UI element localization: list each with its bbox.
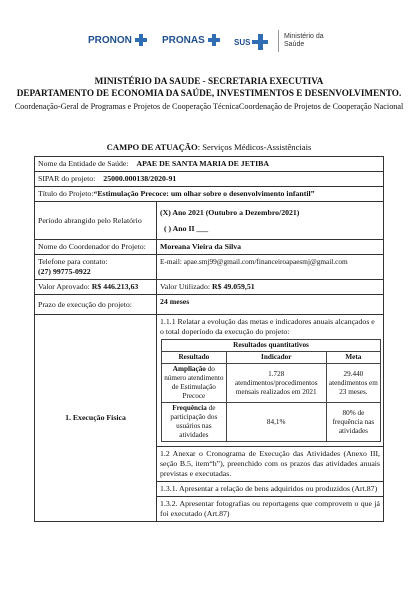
valor-utilizado-label: Valor Utilizado: [160,282,211,291]
periodo-label: Período abrangido pelo Relatório [35,202,157,240]
pronon-logo [88,34,147,46]
item-111-text: 1.1.1 Relatar a evolução das metas e indicadores anuais alcançados e o total doperíodo da execução do projeto: [160,317,375,336]
periodo-ano-1: (X) Ano 2021 (Outubro a Dezembro/2021) [160,207,300,217]
entidade-label: Nome da Entidade de Saúde: [38,159,129,168]
resultados-table [161,339,381,442]
campo-label: CAMPO DE ATUAÇÃO [106,142,198,152]
row-sipar [35,172,384,187]
row1-resultado-bold: Ampliação [172,365,206,373]
table-row [162,364,381,403]
col-meta: Meta [326,352,380,364]
pronas-logo-text: PRONAS [162,34,205,46]
pronas-logo [162,34,220,46]
sus-logo [234,34,268,50]
row2-resultado [162,403,227,442]
header-departamento: DEPARTAMENTO DE ECONOMIA DA SAÚDE, INVESTIMENTOS E DESENVOLVIMENTO. [16,88,402,98]
execucao-fisica-label: 1. Execução Física [35,315,157,522]
ministerio-logo [278,30,326,52]
row1-resultado-rest: do número atendimento de Estimulação Precoce [164,365,224,400]
row-entidade [35,157,384,172]
valor-aprovado-value: R$ 446.213,63 [91,282,139,291]
resultados-title-row [162,340,381,352]
periodo-ano-2: ( ) Ano II ___ [164,223,209,233]
row-titulo [35,187,384,202]
sus-cross-icon [252,34,268,50]
col-indicador: Indicador [226,352,326,364]
email-value: E-mail: apae.smj99@gmail.com/financeiroapaesmj@gmail.com [157,255,384,280]
header-coordenacao: Coordenação-Geral de Programas e Projetos de Cooperação TécnicaCoordenação de Projetos de Cooperação Nacional [14,102,404,111]
ministerio-logo-text: Ministério da Saúde [284,33,324,48]
project-form-table [34,156,384,522]
row2-resultado-bold: Frequência [172,404,207,412]
campo-value: : Serviços Médicos-Assistênciais [197,142,312,152]
coordenador-value: Moreana Vieira da Silva [157,240,384,255]
prazo-label: Prazo de execução do projeto: [35,295,157,315]
row-periodo [35,202,384,240]
row-coordenador [35,240,384,255]
row1-meta: 29.440 atendimentos em 23 meses. [326,364,380,403]
prazo-value: 24 meses [157,295,384,315]
campo-de-atuacao [0,142,418,152]
valor-utilizado-value: R$ 49.059,51 [211,282,255,291]
logo-divider [278,30,279,52]
row2-indicador: 84,1% [226,403,326,442]
item-132-text: 1.3.2. Apresentar fotografias ou reportagens que comprovem o que já foi executado (Art.87) [157,497,384,522]
titulo-label: Título do Projeto: [38,189,94,198]
sipar-label: SIPAR do projeto: [38,174,96,183]
telefone-label: Telefone para contato: [38,257,108,266]
resultados-title: Resultados quantitativos [162,340,381,352]
item-131-text: 1.3.1. Apresentar a relação de bens adquiridos ou produzidos (Art.87) [157,482,384,497]
pronon-cross-icon [135,34,147,46]
pronon-logo-text: PRONON [88,34,132,46]
entidade-value: APAE DE SANTA MARIA DE JETIBA [136,159,269,168]
table-row [162,403,381,442]
sus-logo-text: SUS [234,37,251,47]
row1-resultado [162,364,227,403]
row-execucao-fisica [35,315,384,447]
sipar-value: 25000.000138/2020-91 [103,174,177,183]
resultados-header-row [162,352,381,364]
row-prazo [35,295,384,315]
row-valores [35,280,384,295]
row-contato [35,255,384,280]
item-12-text: 1.2 Anexar o Cronograma de Execução das Atividades (Anexo III, seção B.5, item“h”), preenchido com os prazos das atividades anuais previstas e executadas. [157,447,384,482]
telefone-value: (27) 99775-0922 [38,267,91,276]
pronas-cross-icon [208,34,220,46]
execucao-111-cell [157,315,384,447]
row1-indicador: 1.728 atendimentos/procedimentos mensais realizados em 2021 [226,364,326,403]
valor-aprovado-label: Valor Aprovado: [38,282,90,291]
col-resultado: Resultado [162,352,227,364]
logo-bar [0,34,418,64]
titulo-value: “Estimulação Precoce: um olhar sobre o desenvolvimento infantil” [93,189,315,198]
row2-resultado-rest: de participação dos usuários nas atividades [170,404,218,439]
coordenador-label: Nome do Coordenador do Projeto: [35,240,157,255]
header-ministerio: MINISTÉRIO DA SAUDE - SECRETARIA EXECUTIVA [94,76,324,86]
row2-meta: 80% de frequência nas atividades [326,403,380,442]
